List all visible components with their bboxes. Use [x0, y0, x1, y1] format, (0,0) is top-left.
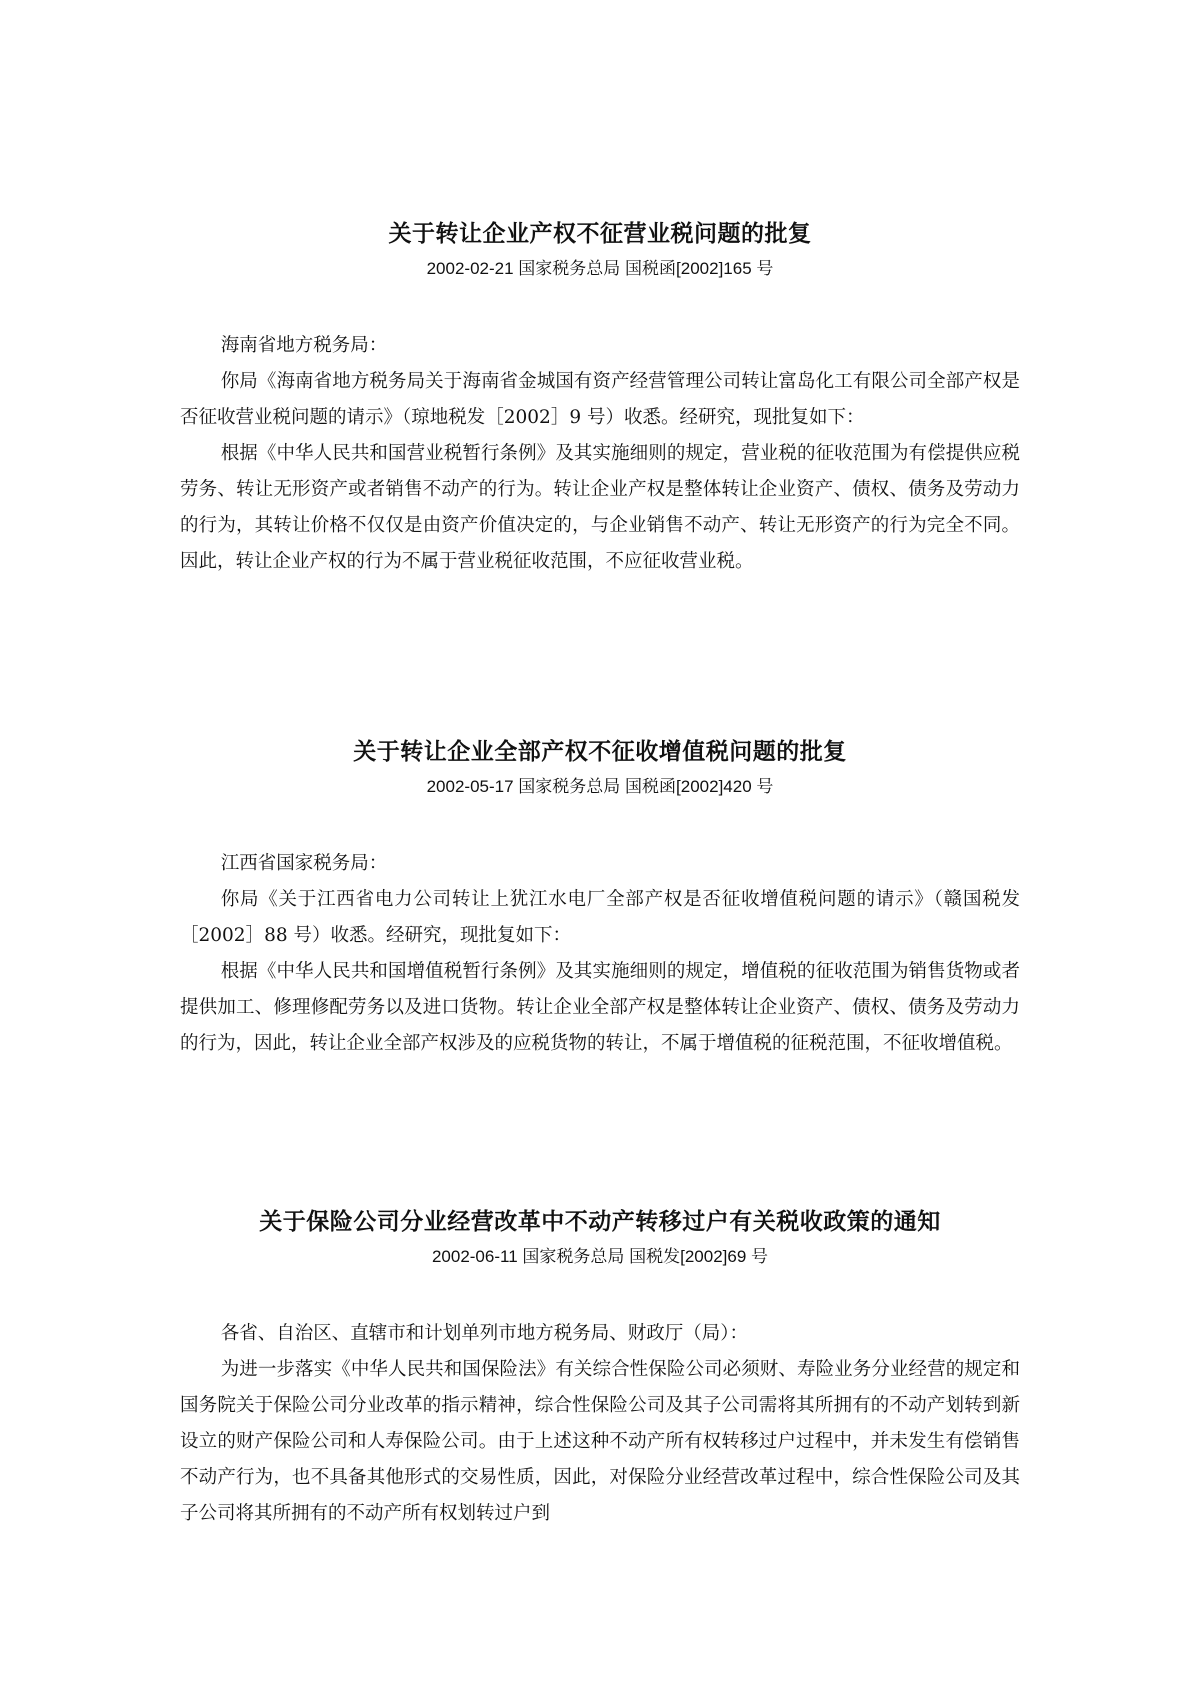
notice-issuer: 国家税务总局	[522, 1247, 625, 1266]
paragraph: 你局《海南省地方税务局关于海南省金城国有资产经营管理公司转让富岛化工有限公司全部产权是否征收营业税问题的请示》（琼地税发［2002］9 号）收悉。经研究，现批复如下：	[180, 371, 1020, 428]
notice-doc-number: 国税函[2002]420 号	[625, 777, 774, 796]
notice-doc-number: 国税函[2002]165 号	[625, 259, 774, 278]
notice-2	[180, 736, 1020, 1062]
notice-body	[180, 846, 1020, 1062]
notice-meta	[180, 256, 1020, 282]
notice-title: 关于保险公司分业经营改革中不动产转移过户有关税收政策的通知	[259, 1209, 941, 1235]
notice-1	[180, 218, 1020, 580]
paragraph: 根据《中华人民共和国增值税暂行条例》及其实施细则的规定，增值税的征收范围为销售货物或者提供加工、修理修配劳务以及进口货物。转让企业全部产权是整体转让企业资产、债权、债务及劳动力的行为，因此，转让企业全部产权涉及的应税货物的转让，不属于增值税的征税范围，不征收增值税。	[180, 961, 1020, 1054]
notice-date: 2002-05-17	[426, 777, 514, 796]
notice-meta	[180, 1244, 1020, 1270]
notice-date: 2002-02-21	[426, 259, 514, 278]
notice-title: 关于转让企业产权不征营业税问题的批复	[388, 221, 812, 247]
paragraph: 根据《中华人民共和国营业税暂行条例》及其实施细则的规定，营业税的征收范围为有偿提供应税劳务、转让无形资产或者销售不动产的行为。转让企业产权是整体转让企业资产、债权、债务及劳动力的行为，其转让价格不仅仅是由资产价值决定的，与企业销售不动产、转让无形资产的行为完全不同。因此，转让企业产权的行为不属于营业税征收范围，不应征收营业税。	[180, 443, 1020, 572]
notice-3	[180, 1206, 1020, 1532]
addressee: 各省、自治区、直辖市和计划单列市地方税务局、财政厅（局）：	[220, 1323, 748, 1344]
notice-body	[180, 328, 1020, 580]
paragraph: 你局《关于江西省电力公司转让上犹江水电厂全部产权是否征收增值税问题的请示》（赣国税发［2002］88 号）收悉。经研究，现批复如下：	[180, 889, 1020, 946]
notice-issuer: 国家税务总局	[518, 777, 621, 796]
notice-date: 2002-06-11	[431, 1247, 518, 1266]
addressee: 江西省国家税务局：	[220, 853, 388, 874]
notice-title: 关于转让企业全部产权不征收增值税问题的批复	[353, 739, 847, 765]
paragraph: 为进一步落实《中华人民共和国保险法》有关综合性保险公司必须财、寿险业务分业经营的规定和国务院关于保险公司分业改革的指示精神，综合性保险公司及其子公司需将其所拥有的不动产划转到新设立的财产保险公司和人寿保险公司。由于上述这种不动产所有权转移过户过程中，并未发生有偿销售不动产行为，也不具备其他形式的交易性质，因此，对保险分业经营改革过程中，综合性保险公司及其子公司将其所拥有的不动产所有权划转过户到	[180, 1359, 1020, 1524]
notice-body	[180, 1316, 1020, 1532]
notice-doc-number: 国税发[2002]69 号	[629, 1247, 769, 1266]
addressee: 海南省地方税务局：	[220, 335, 388, 356]
notice-issuer: 国家税务总局	[518, 259, 621, 278]
notice-meta	[180, 774, 1020, 800]
